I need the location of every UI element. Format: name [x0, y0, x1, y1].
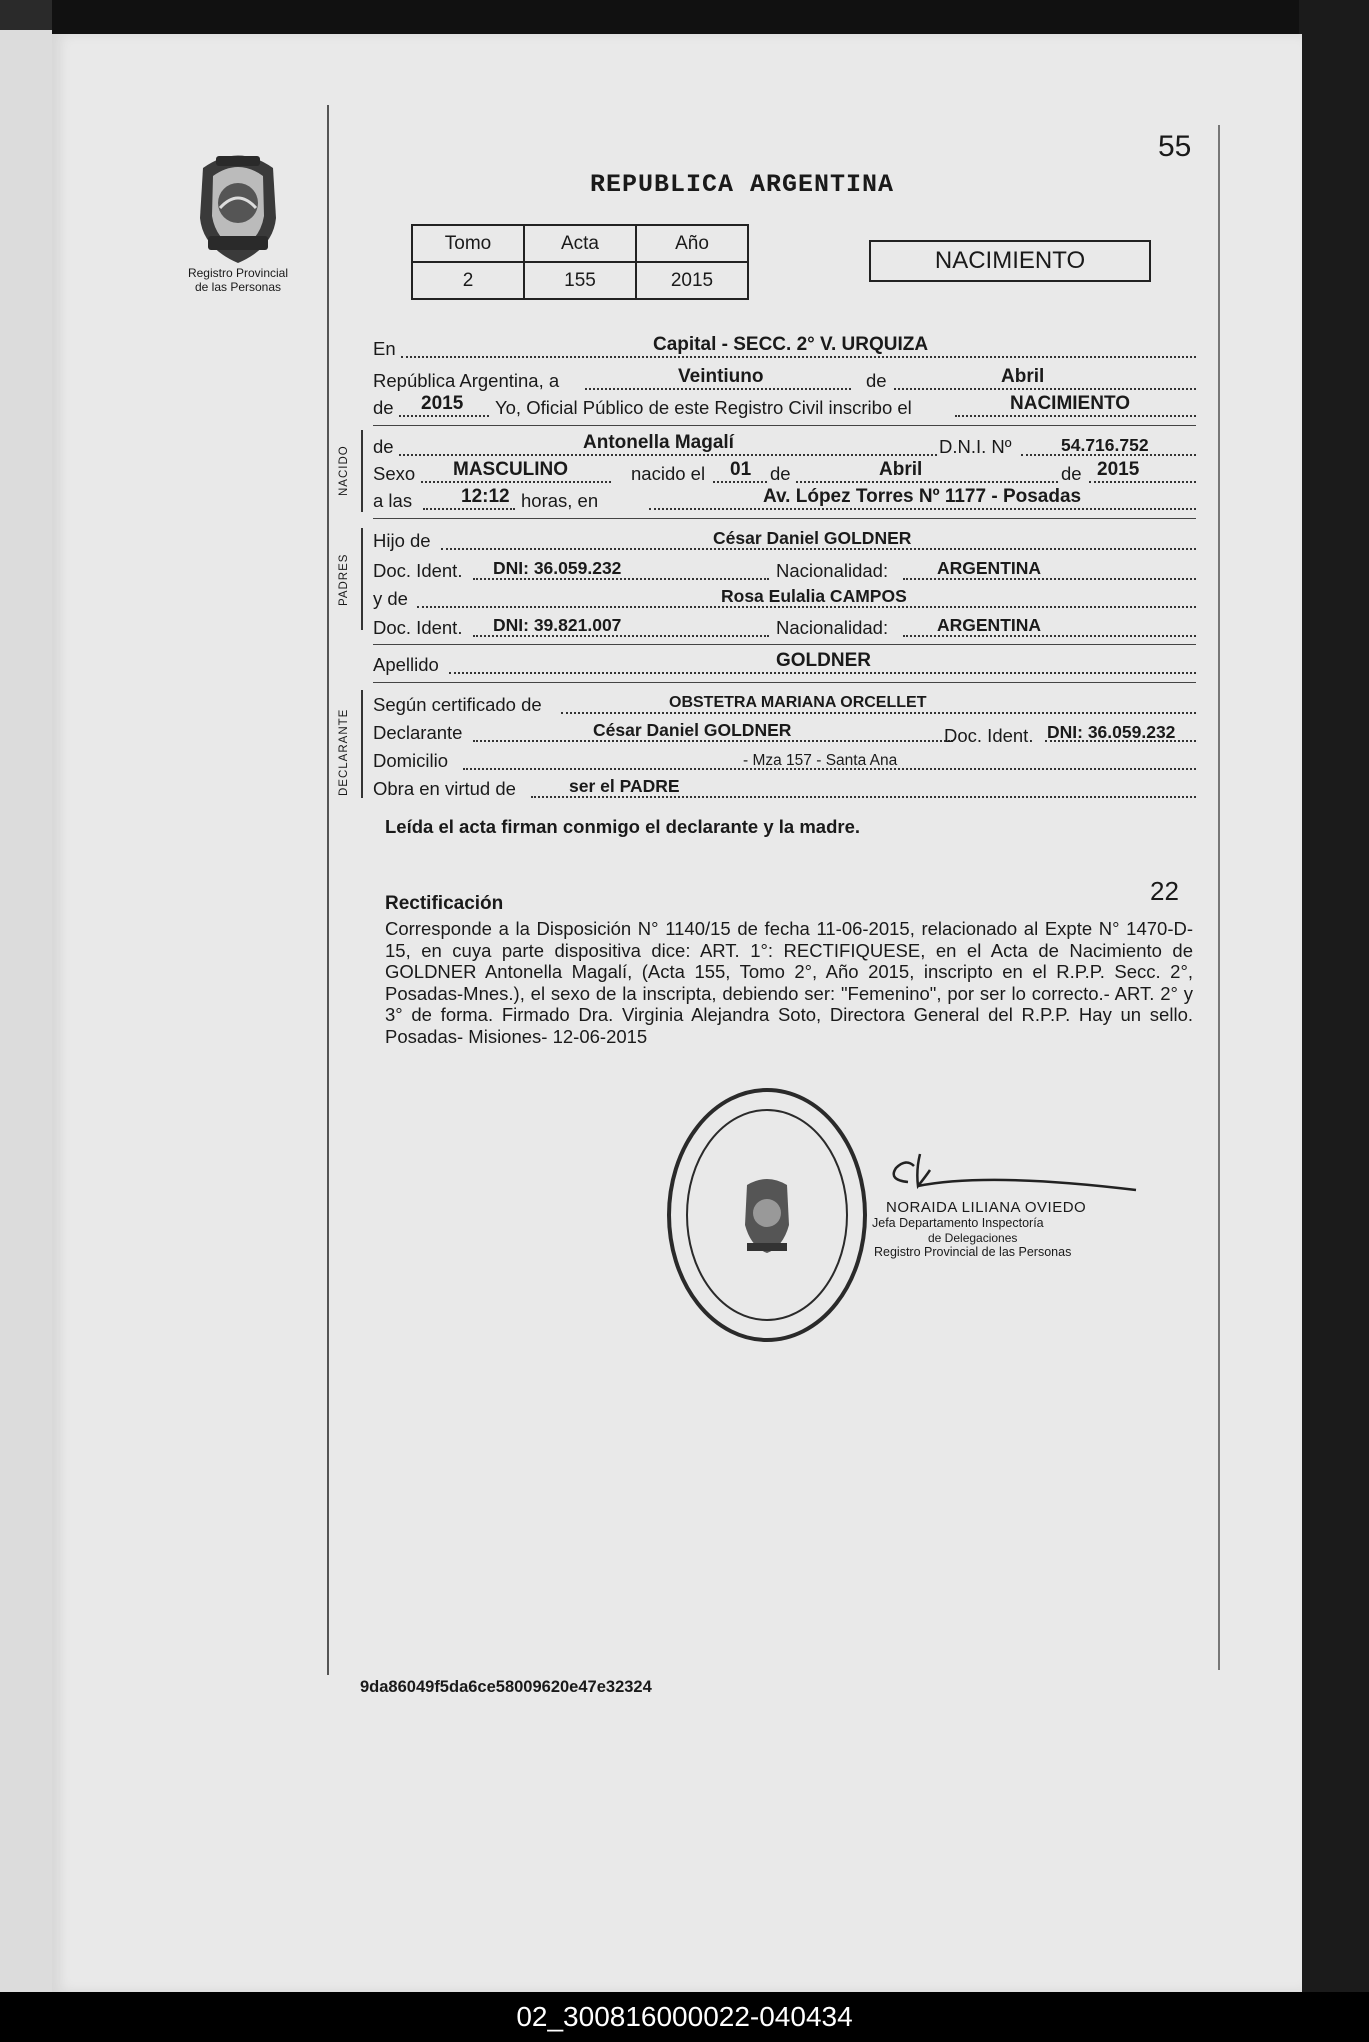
misiones-seal-icon: [188, 148, 288, 268]
label-sexo: Sexo: [373, 463, 416, 484]
value-ano: 2015: [636, 262, 748, 299]
dotted-line: [399, 454, 937, 456]
value-mother-doc: DNI: 39.821.007: [493, 615, 622, 635]
signature-block: [868, 1150, 1138, 1290]
label-nacido-el: nacido el: [631, 463, 706, 484]
label-de: de: [373, 436, 394, 457]
row-declarante: [373, 718, 1196, 744]
label-de: de: [770, 463, 791, 484]
value-mother-nationality: ARGENTINA: [937, 615, 1042, 635]
value-child-name: Antonella Magalí: [583, 432, 734, 453]
value-domicilio: - Mza 157 - Santa Ana: [743, 752, 898, 769]
label-de: de: [373, 397, 394, 418]
margin-line-left: [327, 105, 329, 1675]
value-birth-year: 2015: [1097, 459, 1140, 480]
label-nacionalidad: Nacionalidad:: [776, 617, 889, 638]
label-declarante: Declarante: [373, 722, 463, 743]
dotted-line: [894, 388, 1196, 390]
signer-dept: de Delegaciones: [928, 1231, 1018, 1245]
row-mother-doc: [373, 613, 1196, 639]
dotted-line: [401, 356, 1196, 358]
signer-title: Jefa Departamento Inspectoría: [872, 1216, 1044, 1230]
facing-page: [0, 30, 52, 1992]
dotted-line: [1089, 481, 1196, 483]
value-sexo: MASCULINO: [453, 459, 569, 480]
page-title: REPUBLICA ARGENTINA: [590, 170, 895, 199]
row-sexo: [373, 459, 1196, 485]
dotted-line: [423, 508, 515, 510]
dotted-line: [449, 672, 1196, 674]
dotted-line: [421, 481, 611, 483]
value-time: 12:12: [461, 486, 510, 507]
value-apellido: GOLDNER: [776, 650, 871, 671]
dotted-line: [649, 508, 1196, 510]
row-certificado: [373, 690, 1196, 716]
reference-table-header-row: [412, 225, 748, 262]
page-number: 55: [1158, 130, 1192, 163]
value-mother: Rosa Eulalia CAMPOS: [721, 586, 907, 606]
label-republica: República Argentina, a: [373, 370, 560, 391]
dotted-line: [561, 712, 1196, 714]
label-dni: D.N.I. Nº: [939, 436, 1012, 457]
row-father-doc: [373, 556, 1196, 582]
header-tomo: Tomo: [412, 225, 524, 262]
label-doc-ident: Doc. Ident.: [944, 725, 1034, 746]
official-stamp-icon: [665, 1085, 870, 1345]
document-hash: 9da86049f5da6ce58009620e47e32324: [360, 1678, 652, 1696]
value-certificate: OBSTETRA MARIANA ORCELLET: [669, 694, 927, 711]
section-bar: [361, 528, 363, 630]
value-father: César Daniel GOLDNER: [713, 528, 912, 548]
value-acta: 155: [524, 262, 636, 299]
signer-name: NORAIDA LILIANA OVIEDO: [886, 1199, 1087, 1216]
binder-top-edge: [52, 0, 1332, 34]
seal-caption-line2: de las Personas: [194, 280, 282, 294]
signer-org: Registro Provincial de las Personas: [874, 1245, 1072, 1259]
section-label-declarante: DECLARANTE: [338, 708, 350, 796]
label-nacionalidad: Nacionalidad:: [776, 560, 889, 581]
dotted-line: [585, 388, 851, 390]
section-bar: [361, 690, 363, 798]
label-de: de: [1061, 463, 1082, 484]
rectification-body: Corresponde a la Disposición N° 1140/15 de fecha 11-06-2015, relacionado al Expte N° 1470-D-15, en cuya parte dispositiva dice: ART. 1°: RECTIFIQUESE, en el Acta de Nacimiento de GOLDNER Antonella Magalí, (Acta 155, Tomo 2°, Año 2015, inscripto en el R.P.P. Secc. 2°, Posadas-Mnes.), el sexo de la inscripta, debiendo ser: "Femenino", por ser lo correcto.- ART. 2° y 3° de forma. Firmado Dra. Virginia Alejandra Soto, Directora General del R.P.P. Hay un sello. Posadas- Misiones- 12-06-2015: [385, 918, 1193, 1047]
dotted-line: [955, 415, 1196, 417]
value-tomo: 2: [412, 262, 524, 299]
header-ano: Año: [636, 225, 748, 262]
divider: [373, 644, 1196, 645]
seal-caption-line1: Registro Provincial: [187, 266, 289, 280]
value-birth-month: Abril: [879, 459, 923, 480]
reference-table-value-row: [412, 262, 748, 299]
document-type-box: NACIMIENTO: [869, 240, 1151, 282]
row-place: [373, 334, 1196, 360]
label-oficial: Yo, Oficial Público de este Registro Civil inscribo el: [495, 397, 912, 418]
binder-edge: [1299, 0, 1369, 1992]
value-father-nationality: ARGENTINA: [937, 558, 1042, 578]
value-declarante-doc: DNI: 36.059.232: [1047, 722, 1176, 742]
header-acta: Acta: [524, 225, 636, 262]
value-month: Abril: [1001, 366, 1045, 387]
rectification-heading: Rectificación: [385, 893, 504, 914]
value-day-words: Veintiuno: [678, 366, 764, 387]
row-apellido: [373, 650, 1196, 676]
value-child-dni: 54.716.752: [1061, 435, 1149, 455]
row-name: [373, 432, 1196, 458]
divider: [373, 425, 1196, 426]
section-bar: [361, 430, 363, 512]
label-certificado: Según certificado de: [373, 694, 542, 715]
value-year: 2015: [421, 393, 464, 414]
value-birth-place: Av. López Torres Nº 1177 - Posadas: [763, 486, 1082, 507]
section-label-padres: PADRES: [338, 553, 350, 606]
label-en: En: [373, 338, 396, 359]
value-birth-day: 01: [730, 459, 752, 480]
label-hijo-de: Hijo de: [373, 530, 431, 551]
label-doc-ident: Doc. Ident.: [373, 560, 463, 581]
label-domicilio: Domicilio: [373, 750, 449, 771]
seal-caption: [170, 266, 306, 294]
dotted-line: [399, 415, 489, 417]
row-obra: [373, 774, 1196, 800]
row-mother: [373, 584, 1196, 610]
label-horas-en: horas, en: [521, 490, 599, 511]
divider: [373, 518, 1196, 519]
dotted-line: [713, 481, 767, 483]
row-date: [373, 366, 1196, 392]
label-de: de: [866, 370, 887, 391]
dotted-line: [796, 481, 1058, 483]
value-declarante: César Daniel GOLDNER: [593, 720, 792, 740]
row-domicilio: [373, 746, 1196, 772]
scan-id-footer: 02_300816000022-040434: [0, 1992, 1369, 2042]
label-apellido: Apellido: [373, 654, 439, 675]
value-obra: ser el PADRE: [569, 776, 680, 796]
row-oficial: [373, 393, 1196, 419]
value-father-doc: DNI: 36.059.232: [493, 558, 622, 578]
closing-statement: Leída el acta firman conmigo el declarante y la madre.: [385, 816, 861, 837]
row-father: [373, 526, 1196, 552]
value-act-type: NACIMIENTO: [1010, 393, 1130, 414]
reference-table: [411, 224, 749, 300]
value-place: Capital - SECC. 2° V. URQUIZA: [653, 334, 929, 355]
label-doc-ident: Doc. Ident.: [373, 617, 463, 638]
margin-line-right: [1218, 125, 1220, 1670]
row-time-place: [373, 486, 1196, 512]
handwritten-signature-icon: [868, 1150, 1138, 1194]
divider: [373, 682, 1196, 683]
label-obra: Obra en virtud de: [373, 778, 516, 799]
rectification-number: 22: [1150, 876, 1179, 906]
label-y-de: y de: [373, 588, 408, 609]
label-a-las: a las: [373, 490, 413, 511]
section-label-nacido: NACIDO: [338, 445, 350, 496]
